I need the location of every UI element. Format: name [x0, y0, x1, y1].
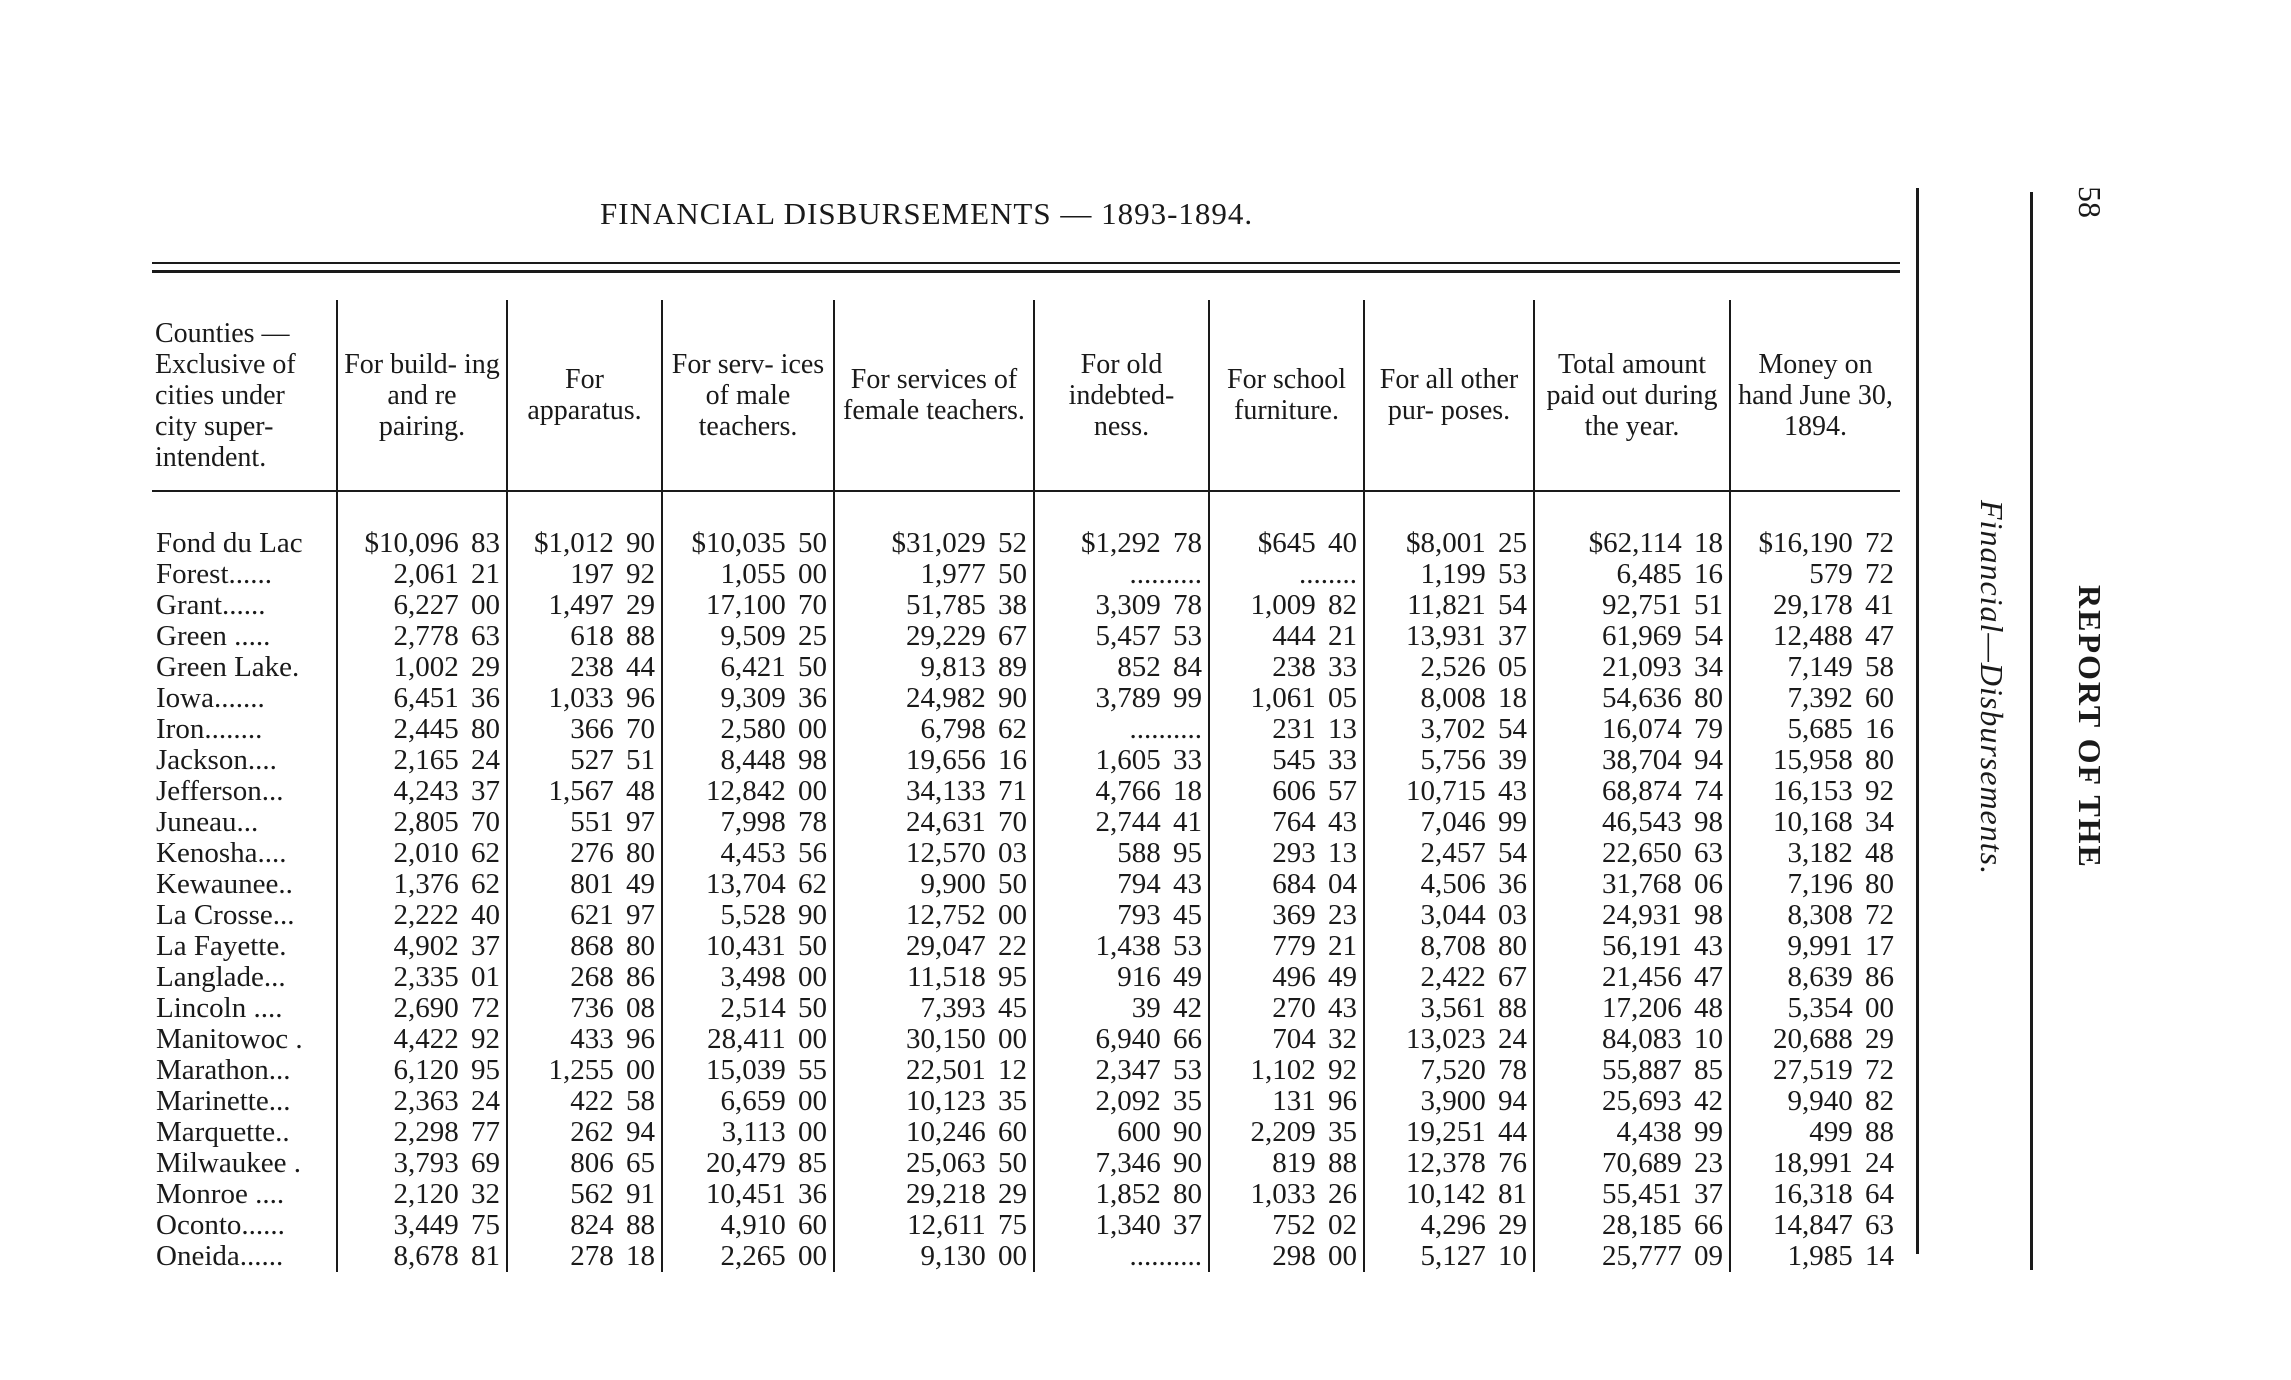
cell-other-purposes: 10,715 43 — [1364, 776, 1534, 807]
cell-total-paid: 31,768 06 — [1534, 869, 1730, 900]
cell-building-repairing: $10,096 83 — [337, 528, 507, 559]
table-body — [152, 491, 1900, 1272]
cell-other-purposes: 11,821 54 — [1364, 590, 1534, 621]
cell-school-furniture: 369 23 — [1209, 900, 1364, 931]
cell-male-teachers: 28,411 00 — [662, 1024, 834, 1055]
cell-total-paid: 55,887 85 — [1534, 1055, 1730, 1086]
cell-building-repairing: 2,222 40 — [337, 900, 507, 931]
cell-old-indebtedness: 852 84 — [1034, 652, 1209, 683]
cell-money-on-hand: 15,958 80 — [1730, 745, 1900, 776]
cell-school-furniture: 2,209 35 — [1209, 1117, 1364, 1148]
cell-other-purposes: 10,142 81 — [1364, 1179, 1534, 1210]
cell-building-repairing: 1,002 29 — [337, 652, 507, 683]
cell-school-furniture: $645 40 — [1209, 528, 1364, 559]
cell-building-repairing: 6,227 00 — [337, 590, 507, 621]
header-row — [152, 300, 1900, 491]
table-row — [152, 1055, 1900, 1086]
table-row — [152, 621, 1900, 652]
cell-female-teachers: 12,570 03 — [834, 838, 1034, 869]
cell-apparatus: 276 80 — [507, 838, 662, 869]
cell-apparatus: 618 88 — [507, 621, 662, 652]
cell-building-repairing: 2,061 21 — [337, 559, 507, 590]
cell-old-indebtedness: .......... — [1034, 559, 1209, 590]
cell-building-repairing: 2,363 24 — [337, 1086, 507, 1117]
table-row — [152, 652, 1900, 683]
table-row — [152, 838, 1900, 869]
cell-total-paid: 92,751 51 — [1534, 590, 1730, 621]
cell-county-name: Iron........ — [156, 713, 263, 745]
header-other-purposes: For all other pur- poses. — [1364, 300, 1534, 491]
cell-other-purposes: 3,044 03 — [1364, 900, 1534, 931]
cell-apparatus: 1,567 48 — [507, 776, 662, 807]
cell-money-on-hand: $16,190 72 — [1730, 528, 1900, 559]
cell-total-paid: 17,206 48 — [1534, 993, 1730, 1024]
cell-other-purposes: 12,378 76 — [1364, 1148, 1534, 1179]
cell-county-name: Iowa....... — [156, 682, 265, 714]
cell-apparatus: 238 44 — [507, 652, 662, 683]
cell-apparatus: 621 97 — [507, 900, 662, 931]
cell-apparatus: $1,012 90 — [507, 528, 662, 559]
cell-female-teachers: 10,246 60 — [834, 1117, 1034, 1148]
cell-total-paid: $62,114 18 — [1534, 528, 1730, 559]
spacer-cell — [834, 491, 1034, 528]
cell-county-name: Manitowoc . — [156, 1023, 303, 1055]
cell-county-name: Grant...... — [156, 589, 266, 621]
page-title: FINANCIAL DISBURSEMENTS — 1893-1894. — [600, 196, 1254, 231]
table-row — [152, 993, 1900, 1024]
cell-money-on-hand: 12,488 47 — [1730, 621, 1900, 652]
cell-county-name: Monroe .... — [156, 1178, 285, 1210]
cell-male-teachers: 5,528 90 — [662, 900, 834, 931]
cell-building-repairing: 6,120 95 — [337, 1055, 507, 1086]
cell-female-teachers: $31,029 52 — [834, 528, 1034, 559]
cell-male-teachers: 2,580 00 — [662, 714, 834, 745]
cell-building-repairing: 2,120 32 — [337, 1179, 507, 1210]
cell-school-furniture: 545 33 — [1209, 745, 1364, 776]
table-row — [152, 1086, 1900, 1117]
cell-school-furniture: 819 88 — [1209, 1148, 1364, 1179]
cell-female-teachers: 22,501 12 — [834, 1055, 1034, 1086]
cell-male-teachers: $10,035 50 — [662, 528, 834, 559]
cell-old-indebtedness: 39 42 — [1034, 993, 1209, 1024]
cell-male-teachers: 10,451 36 — [662, 1179, 834, 1210]
cell-money-on-hand: 7,149 58 — [1730, 652, 1900, 683]
table-row — [152, 1117, 1900, 1148]
cell-total-paid: 68,874 74 — [1534, 776, 1730, 807]
cell-other-purposes: 7,046 99 — [1364, 807, 1534, 838]
cell-total-paid: 22,650 63 — [1534, 838, 1730, 869]
cell-female-teachers: 9,130 00 — [834, 1241, 1034, 1272]
cell-school-furniture: 779 21 — [1209, 931, 1364, 962]
cell-county-name: Green ..... — [156, 620, 271, 652]
cell-county-name: Jackson.... — [156, 744, 277, 776]
cell-total-paid: 61,969 54 — [1534, 621, 1730, 652]
cell-county-name: Milwaukee . — [156, 1147, 301, 1179]
cell-old-indebtedness: 4,766 18 — [1034, 776, 1209, 807]
cell-county-name: La Fayette. — [156, 930, 287, 962]
cell-school-furniture: 1,009 82 — [1209, 590, 1364, 621]
cell-county-name: Marinette... — [156, 1085, 291, 1117]
spacer-cell — [662, 491, 834, 528]
cell-county-name: Langlade... — [156, 961, 286, 993]
cell-apparatus: 801 49 — [507, 869, 662, 900]
table-row — [152, 776, 1900, 807]
cell-building-repairing: 2,690 72 — [337, 993, 507, 1024]
cell-county-name: Kenosha.... — [156, 837, 287, 869]
table-row — [152, 683, 1900, 714]
cell-female-teachers: 29,047 22 — [834, 931, 1034, 962]
cell-other-purposes: 13,023 24 — [1364, 1024, 1534, 1055]
cell-old-indebtedness: $1,292 78 — [1034, 528, 1209, 559]
cell-total-paid: 4,438 99 — [1534, 1117, 1730, 1148]
table-row — [152, 931, 1900, 962]
page-number: 58 — [2072, 186, 2108, 218]
cell-money-on-hand: 3,182 48 — [1730, 838, 1900, 869]
cell-apparatus: 824 88 — [507, 1210, 662, 1241]
spacer-cell — [1034, 491, 1209, 528]
cell-building-repairing: 6,451 36 — [337, 683, 507, 714]
cell-female-teachers: 1,977 50 — [834, 559, 1034, 590]
spacer-cell — [152, 491, 337, 528]
cell-other-purposes: 5,127 10 — [1364, 1241, 1534, 1272]
cell-total-paid: 54,636 80 — [1534, 683, 1730, 714]
cell-female-teachers: 19,656 16 — [834, 745, 1034, 776]
header-school-furniture: For school furniture. — [1209, 300, 1364, 491]
cell-old-indebtedness: 916 49 — [1034, 962, 1209, 993]
cell-old-indebtedness: 2,092 35 — [1034, 1086, 1209, 1117]
cell-total-paid: 38,704 94 — [1534, 745, 1730, 776]
cell-apparatus: 736 08 — [507, 993, 662, 1024]
cell-money-on-hand: 5,354 00 — [1730, 993, 1900, 1024]
cell-school-furniture: 1,102 92 — [1209, 1055, 1364, 1086]
cell-apparatus: 433 96 — [507, 1024, 662, 1055]
cell-apparatus: 1,255 00 — [507, 1055, 662, 1086]
cell-money-on-hand: 9,991 17 — [1730, 931, 1900, 962]
cell-building-repairing: 2,778 63 — [337, 621, 507, 652]
running-subhead: Financial—Disbursements. — [1974, 500, 2010, 876]
cell-money-on-hand: 18,991 24 — [1730, 1148, 1900, 1179]
spacer-cell — [507, 491, 662, 528]
cell-old-indebtedness: 794 43 — [1034, 869, 1209, 900]
cell-old-indebtedness: 1,605 33 — [1034, 745, 1209, 776]
cell-total-paid: 6,485 16 — [1534, 559, 1730, 590]
cell-total-paid: 24,931 98 — [1534, 900, 1730, 931]
cell-school-furniture: 298 00 — [1209, 1241, 1364, 1272]
cell-money-on-hand: 29,178 41 — [1730, 590, 1900, 621]
title-rule-double — [152, 270, 1900, 273]
cell-other-purposes: 5,756 39 — [1364, 745, 1534, 776]
cell-building-repairing: 2,445 80 — [337, 714, 507, 745]
cell-female-teachers: 24,631 70 — [834, 807, 1034, 838]
cell-other-purposes: 3,561 88 — [1364, 993, 1534, 1024]
cell-money-on-hand: 7,196 80 — [1730, 869, 1900, 900]
cell-female-teachers: 10,123 35 — [834, 1086, 1034, 1117]
cell-old-indebtedness: 7,346 90 — [1034, 1148, 1209, 1179]
running-head: REPORT OF THE — [2072, 585, 2108, 869]
cell-building-repairing: 4,902 37 — [337, 931, 507, 962]
cell-other-purposes: 4,296 29 — [1364, 1210, 1534, 1241]
cell-female-teachers: 11,518 95 — [834, 962, 1034, 993]
table-row — [152, 745, 1900, 776]
cell-school-furniture: 764 43 — [1209, 807, 1364, 838]
cell-money-on-hand: 499 88 — [1730, 1117, 1900, 1148]
cell-money-on-hand: 5,685 16 — [1730, 714, 1900, 745]
cell-apparatus: 1,033 96 — [507, 683, 662, 714]
cell-old-indebtedness: 2,347 53 — [1034, 1055, 1209, 1086]
cell-building-repairing: 2,010 62 — [337, 838, 507, 869]
cell-female-teachers: 6,798 62 — [834, 714, 1034, 745]
cell-school-furniture: 606 57 — [1209, 776, 1364, 807]
cell-old-indebtedness: 1,340 37 — [1034, 1210, 1209, 1241]
table-row — [152, 900, 1900, 931]
table-row — [152, 714, 1900, 745]
disbursements-table — [152, 300, 1900, 1272]
header-building-repairing: For build- ing and re pairing. — [337, 300, 507, 491]
cell-county-name: Marquette.. — [156, 1116, 290, 1148]
spacer-cell — [1534, 491, 1730, 528]
cell-county-name: Green Lake. — [156, 651, 300, 683]
cell-other-purposes: 7,520 78 — [1364, 1055, 1534, 1086]
cell-other-purposes: 8,008 18 — [1364, 683, 1534, 714]
cell-building-repairing: 2,805 70 — [337, 807, 507, 838]
cell-county-name: Kewaunee.. — [156, 868, 293, 900]
spacer-cell — [1730, 491, 1900, 528]
cell-school-furniture: 238 33 — [1209, 652, 1364, 683]
cell-county-name: Oneida...... — [156, 1240, 284, 1272]
cell-male-teachers: 1,055 00 — [662, 559, 834, 590]
cell-other-purposes: 1,199 53 — [1364, 559, 1534, 590]
cell-male-teachers: 6,659 00 — [662, 1086, 834, 1117]
cell-school-furniture: 704 32 — [1209, 1024, 1364, 1055]
cell-old-indebtedness: 5,457 53 — [1034, 621, 1209, 652]
table-row — [152, 1210, 1900, 1241]
cell-total-paid: 84,083 10 — [1534, 1024, 1730, 1055]
cell-money-on-hand: 8,639 86 — [1730, 962, 1900, 993]
cell-male-teachers: 6,421 50 — [662, 652, 834, 683]
cell-old-indebtedness: .......... — [1034, 1241, 1209, 1272]
cell-female-teachers: 24,982 90 — [834, 683, 1034, 714]
header-female-teachers: For services of female teachers. — [834, 300, 1034, 491]
cell-school-furniture: 231 13 — [1209, 714, 1364, 745]
cell-apparatus: 868 80 — [507, 931, 662, 962]
cell-male-teachers: 9,309 36 — [662, 683, 834, 714]
cell-money-on-hand: 27,519 72 — [1730, 1055, 1900, 1086]
cell-apparatus: 562 91 — [507, 1179, 662, 1210]
table-row — [152, 590, 1900, 621]
cell-building-repairing: 4,243 37 — [337, 776, 507, 807]
cell-female-teachers: 29,218 29 — [834, 1179, 1034, 1210]
table-row — [152, 1024, 1900, 1055]
cell-other-purposes: 3,900 94 — [1364, 1086, 1534, 1117]
margin-rule-outer — [2030, 192, 2033, 1270]
cell-total-paid: 56,191 43 — [1534, 931, 1730, 962]
cell-old-indebtedness: 3,309 78 — [1034, 590, 1209, 621]
cell-old-indebtedness: 3,789 99 — [1034, 683, 1209, 714]
cell-old-indebtedness: 600 90 — [1034, 1117, 1209, 1148]
cell-female-teachers: 30,150 00 — [834, 1024, 1034, 1055]
cell-county-name: La Crosse... — [156, 899, 295, 931]
cell-apparatus: 278 18 — [507, 1241, 662, 1272]
cell-male-teachers: 4,453 56 — [662, 838, 834, 869]
cell-building-repairing: 2,298 77 — [337, 1117, 507, 1148]
cell-other-purposes: 3,702 54 — [1364, 714, 1534, 745]
cell-building-repairing: 1,376 62 — [337, 869, 507, 900]
cell-other-purposes: 2,422 67 — [1364, 962, 1534, 993]
cell-county-name: Oconto...... — [156, 1209, 285, 1241]
cell-school-furniture: ........ — [1209, 559, 1364, 590]
cell-school-furniture: 752 02 — [1209, 1210, 1364, 1241]
header-apparatus: For apparatus. — [507, 300, 662, 491]
cell-county-name: Marathon... — [156, 1054, 291, 1086]
table-row — [152, 528, 1900, 559]
cell-building-repairing: 8,678 81 — [337, 1241, 507, 1272]
spacer-cell — [337, 491, 507, 528]
cell-building-repairing: 3,793 69 — [337, 1148, 507, 1179]
cell-apparatus: 806 65 — [507, 1148, 662, 1179]
cell-female-teachers: 34,133 71 — [834, 776, 1034, 807]
cell-school-furniture: 293 13 — [1209, 838, 1364, 869]
cell-male-teachers: 8,448 98 — [662, 745, 834, 776]
header-money-on-hand: Money on hand June 30, 1894. — [1730, 300, 1900, 491]
cell-total-paid: 55,451 37 — [1534, 1179, 1730, 1210]
cell-school-furniture: 1,033 26 — [1209, 1179, 1364, 1210]
cell-other-purposes: 19,251 44 — [1364, 1117, 1534, 1148]
cell-male-teachers: 10,431 50 — [662, 931, 834, 962]
cell-old-indebtedness: .......... — [1034, 714, 1209, 745]
cell-female-teachers: 9,900 50 — [834, 869, 1034, 900]
cell-total-paid: 21,456 47 — [1534, 962, 1730, 993]
cell-money-on-hand: 20,688 29 — [1730, 1024, 1900, 1055]
cell-female-teachers: 51,785 38 — [834, 590, 1034, 621]
cell-county-name: Forest...... — [156, 558, 272, 590]
cell-male-teachers: 13,704 62 — [662, 869, 834, 900]
table-row — [152, 962, 1900, 993]
cell-building-repairing: 2,335 01 — [337, 962, 507, 993]
header-male-teachers: For serv- ices of male teachers. — [662, 300, 834, 491]
cell-old-indebtedness: 2,744 41 — [1034, 807, 1209, 838]
cell-apparatus: 1,497 29 — [507, 590, 662, 621]
cell-other-purposes: 8,708 80 — [1364, 931, 1534, 962]
cell-apparatus: 527 51 — [507, 745, 662, 776]
header-spacer-row — [152, 491, 1900, 528]
cell-male-teachers: 17,100 70 — [662, 590, 834, 621]
cell-total-paid: 28,185 66 — [1534, 1210, 1730, 1241]
cell-other-purposes: $8,001 25 — [1364, 528, 1534, 559]
cell-total-paid: 25,693 42 — [1534, 1086, 1730, 1117]
cell-money-on-hand: 7,392 60 — [1730, 683, 1900, 714]
title-rule — [152, 262, 1900, 264]
cell-male-teachers: 12,842 00 — [662, 776, 834, 807]
cell-old-indebtedness: 1,438 53 — [1034, 931, 1209, 962]
cell-other-purposes: 4,506 36 — [1364, 869, 1534, 900]
cell-money-on-hand: 1,985 14 — [1730, 1241, 1900, 1272]
table-row — [152, 807, 1900, 838]
cell-building-repairing: 4,422 92 — [337, 1024, 507, 1055]
cell-school-furniture: 444 21 — [1209, 621, 1364, 652]
cell-county-name: Juneau... — [156, 806, 259, 838]
spacer-cell — [1364, 491, 1534, 528]
cell-male-teachers: 7,998 78 — [662, 807, 834, 838]
cell-money-on-hand: 10,168 34 — [1730, 807, 1900, 838]
spacer-cell — [1209, 491, 1364, 528]
cell-total-paid: 46,543 98 — [1534, 807, 1730, 838]
cell-male-teachers: 2,265 00 — [662, 1241, 834, 1272]
cell-money-on-hand: 9,940 82 — [1730, 1086, 1900, 1117]
cell-building-repairing: 2,165 24 — [337, 745, 507, 776]
cell-total-paid: 25,777 09 — [1534, 1241, 1730, 1272]
cell-old-indebtedness: 793 45 — [1034, 900, 1209, 931]
cell-apparatus: 551 97 — [507, 807, 662, 838]
table-row — [152, 1179, 1900, 1210]
cell-old-indebtedness: 588 95 — [1034, 838, 1209, 869]
cell-male-teachers: 15,039 55 — [662, 1055, 834, 1086]
cell-apparatus: 197 92 — [507, 559, 662, 590]
cell-county-name: Lincoln .... — [156, 992, 283, 1024]
cell-money-on-hand: 16,153 92 — [1730, 776, 1900, 807]
cell-other-purposes: 2,526 05 — [1364, 652, 1534, 683]
cell-female-teachers: 12,752 00 — [834, 900, 1034, 931]
cell-female-teachers: 12,611 75 — [834, 1210, 1034, 1241]
cell-apparatus: 262 94 — [507, 1117, 662, 1148]
cell-money-on-hand: 579 72 — [1730, 559, 1900, 590]
header-old-indebtedness: For old indebted- ness. — [1034, 300, 1209, 491]
margin-rule — [1916, 188, 1919, 1254]
cell-school-furniture: 684 04 — [1209, 869, 1364, 900]
cell-school-furniture: 496 49 — [1209, 962, 1364, 993]
table-row — [152, 869, 1900, 900]
header-total-paid: Total amount paid out during the year. — [1534, 300, 1730, 491]
cell-total-paid: 70,689 23 — [1534, 1148, 1730, 1179]
cell-money-on-hand: 16,318 64 — [1730, 1179, 1900, 1210]
cell-old-indebtedness: 6,940 66 — [1034, 1024, 1209, 1055]
header-counties: Counties — Exclusive of cities under city super- intendent. — [152, 300, 337, 491]
cell-building-repairing: 3,449 75 — [337, 1210, 507, 1241]
cell-male-teachers: 20,479 85 — [662, 1148, 834, 1179]
cell-female-teachers: 9,813 89 — [834, 652, 1034, 683]
cell-school-furniture: 270 43 — [1209, 993, 1364, 1024]
cell-money-on-hand: 14,847 63 — [1730, 1210, 1900, 1241]
cell-apparatus: 366 70 — [507, 714, 662, 745]
cell-female-teachers: 7,393 45 — [834, 993, 1034, 1024]
table-row — [152, 1241, 1900, 1272]
table-row — [152, 559, 1900, 590]
cell-female-teachers: 29,229 67 — [834, 621, 1034, 652]
cell-male-teachers: 3,113 00 — [662, 1117, 834, 1148]
cell-apparatus: 268 86 — [507, 962, 662, 993]
cell-money-on-hand: 8,308 72 — [1730, 900, 1900, 931]
cell-other-purposes: 2,457 54 — [1364, 838, 1534, 869]
cell-female-teachers: 25,063 50 — [834, 1148, 1034, 1179]
cell-old-indebtedness: 1,852 80 — [1034, 1179, 1209, 1210]
cell-male-teachers: 4,910 60 — [662, 1210, 834, 1241]
cell-total-paid: 16,074 79 — [1534, 714, 1730, 745]
cell-apparatus: 422 58 — [507, 1086, 662, 1117]
cell-school-furniture: 131 96 — [1209, 1086, 1364, 1117]
cell-county-name: Jefferson... — [156, 775, 284, 807]
cell-other-purposes: 13,931 37 — [1364, 621, 1534, 652]
cell-total-paid: 21,093 34 — [1534, 652, 1730, 683]
table-row — [152, 1148, 1900, 1179]
cell-male-teachers: 2,514 50 — [662, 993, 834, 1024]
cell-male-teachers: 9,509 25 — [662, 621, 834, 652]
cell-school-furniture: 1,061 05 — [1209, 683, 1364, 714]
cell-county-name: Fond du Lac — [156, 527, 303, 559]
cell-male-teachers: 3,498 00 — [662, 962, 834, 993]
